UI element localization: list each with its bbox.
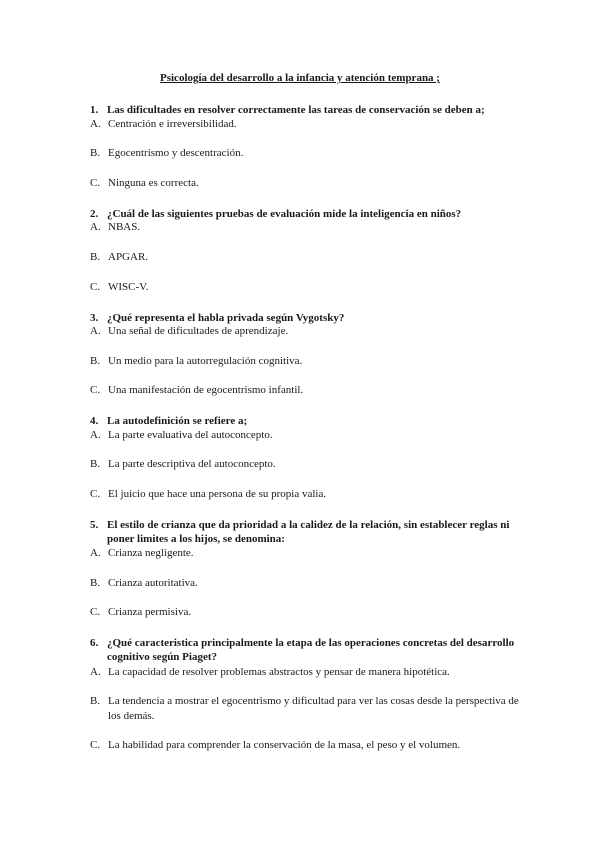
question-number: 2. [90, 208, 99, 220]
option-1b [0, 146, 600, 161]
option-text: Ninguna es correcta. [108, 177, 199, 189]
question-1 [0, 103, 600, 117]
option-2b [0, 250, 600, 265]
question-text: El estilo de crianza que da prioridad a la calidez de la relación, sin establecer reglas ni poner limites a los hijos, se denomina: [107, 519, 510, 545]
option-text: La tendencia a mostrar el egocentrismo y dificultad para ver las cosas desde la perspectiva de los demás. [108, 695, 519, 722]
option-text: La capacidad de resolver problemas abstractos y pensar de manera hipotética. [108, 666, 450, 678]
option-letter: B. [90, 355, 101, 367]
option-text: La parte descriptiva del autoconcepto. [108, 458, 276, 470]
question-6 [0, 636, 600, 664]
document-title: Psicología del desarrollo a la infancia y atención temprana ; [160, 72, 440, 84]
option-letter: B. [90, 458, 101, 470]
question-stem [0, 103, 600, 117]
question-number: 5. [90, 519, 99, 531]
option-5c [0, 605, 600, 620]
option-letter: A. [90, 325, 101, 337]
option-5a [0, 546, 600, 561]
option-text: La parte evaluativa del autoconcepto. [108, 429, 273, 441]
option-3b [0, 354, 600, 369]
option-3a [0, 324, 600, 339]
option-6b [0, 694, 600, 724]
question-text: Las dificultades en resolver correctamente las tareas de conservación se deben a; [107, 104, 485, 116]
option-text: Un medio para la autorregulación cognitiva. [108, 355, 303, 367]
option-4a [0, 428, 600, 443]
option-text: Crianza permisiva. [108, 606, 192, 618]
option-text: APGAR. [108, 251, 149, 263]
option-letter: C. [90, 281, 101, 293]
question-stem [0, 636, 600, 664]
option-letter: A. [90, 666, 101, 678]
option-letter: A. [90, 118, 101, 130]
option-2a [0, 220, 600, 235]
option-1a [0, 117, 600, 132]
option-2c [0, 280, 600, 295]
option-letter: A. [90, 221, 101, 233]
option-text: NBAS. [108, 221, 141, 233]
option-text: Egocentrismo y descentración. [108, 147, 244, 159]
option-letter: B. [90, 147, 101, 159]
option-3c [0, 383, 600, 398]
question-text: La autodefinición se refiere a; [107, 415, 248, 427]
question-text: ¿Qué caracteristica principalmente la etapa de las operaciones concretas del desarrollo cognitivo según Piaget? [107, 637, 515, 663]
question-text: ¿Cuál de las siguientes pruebas de evaluación mide la inteligencia en niños? [107, 208, 462, 220]
question-stem [0, 311, 600, 325]
option-letter: C. [90, 488, 101, 500]
option-text: Una manifestación de egocentrismo infantil. [108, 384, 304, 396]
option-text: WISC-V. [108, 281, 149, 293]
option-text: Crianza autoritativa. [108, 577, 198, 589]
option-4c [0, 487, 600, 502]
question-stem [0, 207, 600, 221]
question-5 [0, 518, 600, 546]
question-stem [0, 518, 600, 546]
question-number: 3. [90, 312, 99, 324]
question-4 [0, 414, 600, 428]
option-letter: C. [90, 177, 101, 189]
question-3 [0, 311, 600, 325]
option-letter: B. [90, 577, 101, 589]
option-letter: A. [90, 429, 101, 441]
option-6a [0, 665, 600, 680]
option-letter: C. [90, 606, 101, 618]
option-text: Centración e irreversibilidad. [108, 118, 237, 130]
option-1c [0, 176, 600, 191]
question-text: ¿Qué representa el habla privada según Vygotsky? [107, 312, 345, 324]
option-5b [0, 576, 600, 591]
question-stem [0, 414, 600, 428]
question-2 [0, 207, 600, 221]
option-4b [0, 457, 600, 472]
question-number: 4. [90, 415, 99, 427]
option-text: La habilidad para comprender la conservación de la masa, el peso y el volumen. [108, 739, 461, 751]
option-text: Crianza negligente. [108, 547, 194, 559]
option-6c [0, 738, 600, 753]
option-letter: C. [90, 384, 101, 396]
option-letter: B. [90, 251, 101, 263]
option-letter: C. [90, 739, 101, 751]
option-text: El juicio que hace una persona de su propia valia. [108, 488, 327, 500]
option-text: Una señal de dificultades de aprendizaje. [108, 325, 289, 337]
option-letter: B. [90, 695, 101, 707]
question-number: 1. [90, 104, 99, 116]
question-number: 6. [90, 637, 99, 649]
option-letter: A. [90, 547, 101, 559]
